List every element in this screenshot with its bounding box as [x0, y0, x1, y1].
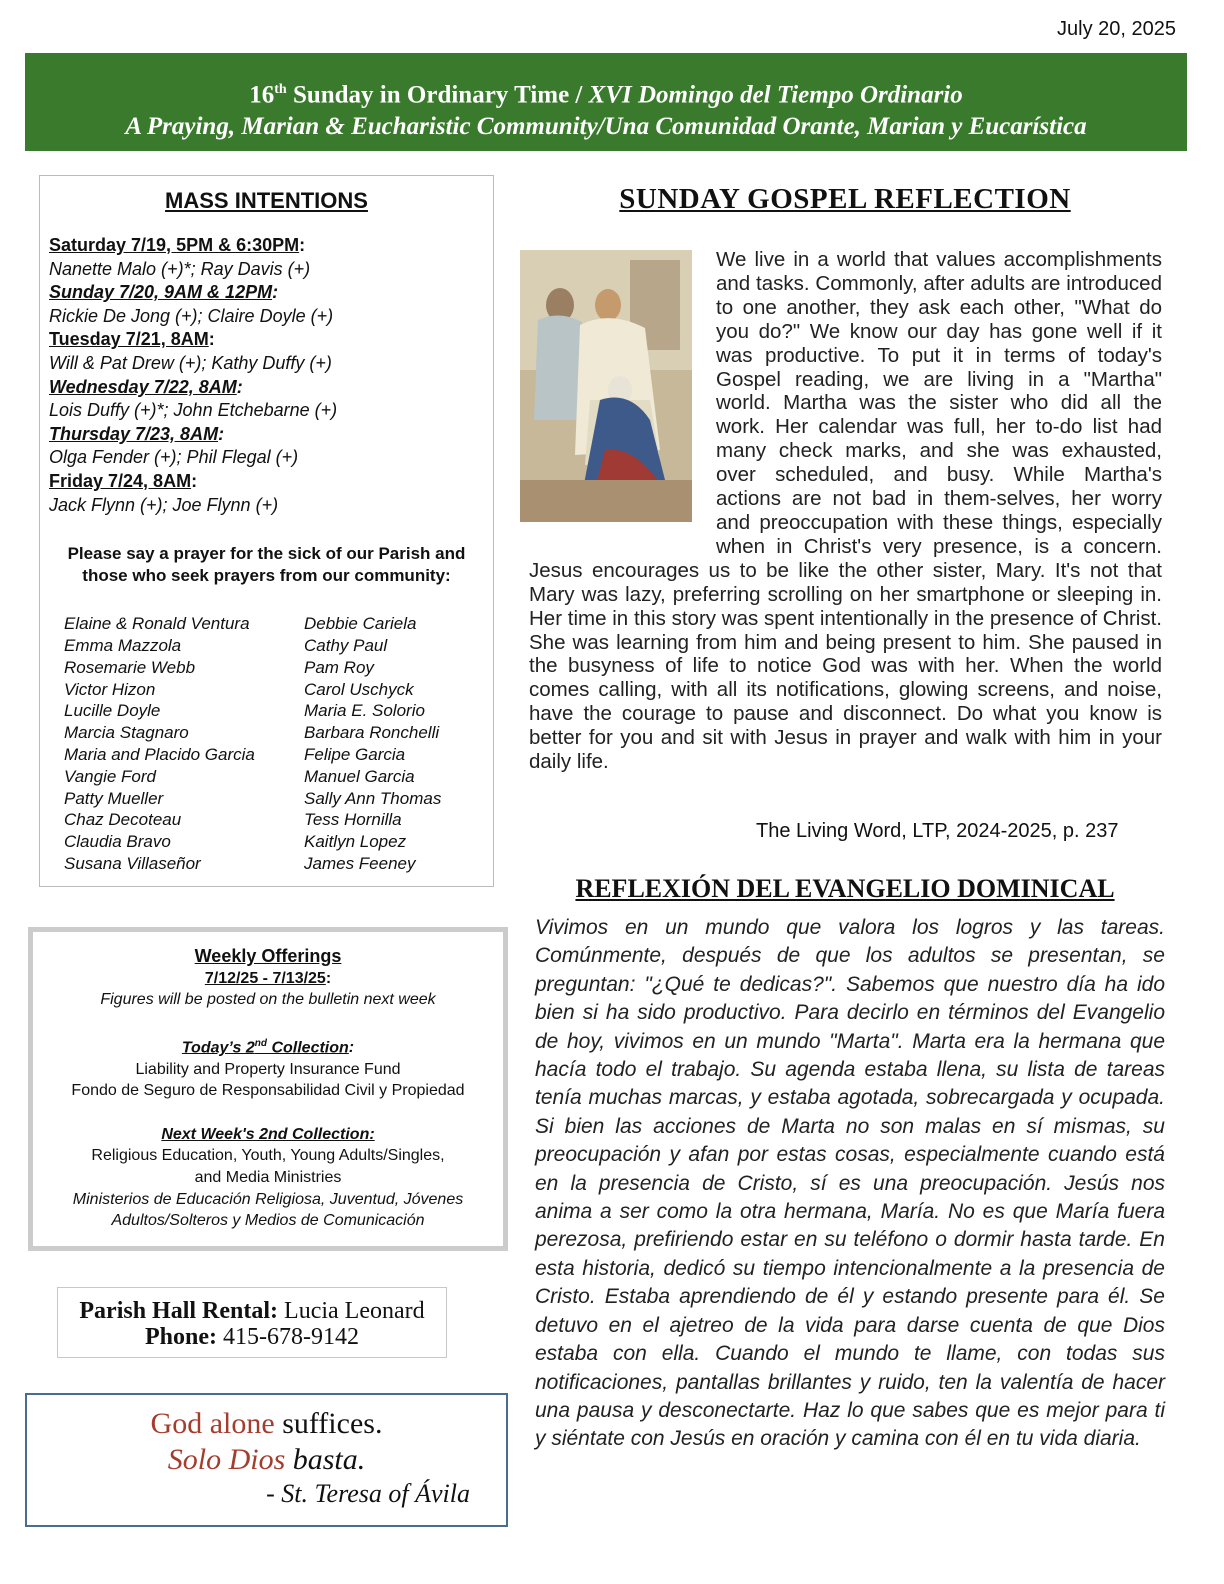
list-item: Sally Ann Thomas [304, 788, 442, 808]
list-item: Lucille Doyle [64, 701, 161, 721]
mass-entry: Friday 7/24, 8AM: Jack Flynn (+); Joe Flynn (+) [49, 470, 279, 515]
next-collection-heading: Next Week's 2nd Collection: [161, 1125, 375, 1143]
list-item: Marcia Stagnaro [64, 723, 189, 743]
reflexion-title: REFLEXIÓN DEL EVANGELIO DOMINICAL [575, 874, 1115, 903]
banner-title: 16th Sunday in Ordinary Time / XVI Domingo del Tiempo Ordinario [249, 81, 963, 109]
second-collection-heading: Today’s 2nd Collection: [181, 1037, 355, 1057]
list-item: James Feeney [304, 853, 416, 873]
mass-entry: Wednesday 7/22, 8AM: Lois Duffy (+)*; John Etchebarne (+) [49, 376, 338, 421]
parish-hall-rental [57, 1287, 447, 1358]
offerings-dates: 7/12/25 - 7/13/25: [204, 969, 332, 987]
sick-list-col2 [304, 613, 441, 875]
list-item: Victor Hizon [64, 679, 156, 699]
mass-entry: Thursday 7/23, 8AM: Olga Fender (+); Phil Flegal (+) [49, 423, 299, 468]
mass-intentions-list [49, 234, 493, 517]
quote-box [25, 1393, 508, 1527]
prayer-request-heading: Please say a prayer for the sick of our Parish and those who seek prayers from our community: [67, 544, 466, 586]
list-item: Elaine & Ronald Ventura [64, 614, 250, 634]
list-item: Susana Villaseñor [64, 853, 201, 873]
list-item: Emma Mazzola [64, 635, 182, 655]
list-item: Barbara Ronchelli [304, 723, 440, 743]
header-banner [25, 53, 1187, 151]
offerings-note: Figures will be posted on the bulletin next week [100, 991, 436, 1009]
mass-entry: Sunday 7/20, 9AM & 12PM: Rickie De Jong (+); Claire Doyle (+) [49, 282, 334, 326]
hall-contact: Parish Hall Rental: Lucia Leonard [79, 1298, 425, 1324]
hall-phone: Phone: 415-678-9142 [145, 1324, 359, 1350]
list-item: Vangie Ford [64, 766, 156, 786]
next-collection-en: Religious Education, Youth, Young Adults/Singles, and Media Ministries [91, 1147, 445, 1187]
mass-intentions-title: MASS INTENTIONS [165, 188, 368, 213]
sick-list-col1 [64, 613, 255, 875]
gospel-citation: The Living Word, LTP, 2024-2025, p. 237 [756, 820, 1119, 842]
list-item: Cathy Paul [304, 635, 388, 655]
banner-subtitle: A Praying, Marian & Eucharistic Community/Una Comunidad Orante, Marian y Eucarística [125, 113, 1087, 141]
list-item: Rosemarie Webb [64, 657, 196, 677]
gospel-reflection-title: SUNDAY GOSPEL REFLECTION [619, 183, 1071, 215]
list-item: Patty Mueller [64, 788, 164, 808]
quote-author: - St. Teresa of Ávila [266, 1479, 470, 1508]
next-collection-es: Ministerios de Educación Religiosa, Juventud, Jóvenes Adultos/Solteros y Medios de Comunicación [72, 1190, 464, 1230]
second-collection-en: Liability and Property Insurance Fund [135, 1060, 401, 1078]
list-item: Maria and Placido Garcia [64, 744, 255, 764]
reflexion-body: Vivimos en un mundo que valora los logros y las tareas. Comúnmente, después de que los adultos se presentan, se preguntan: "¿Qué te dedicas?". Sabemos que nuestro día ha ido bien si ha sido productivo. Para decirlo en términos del Evangelio de hoy, vivimos en un mundo "Marta". Marta era la hermana que hacía todo el trabajo. Su agenda estaba llena, su lista de tareas tenía muchas marcas, y estaba agotada, sobrecargada y ocupada. Si bien las acciones de Marta no son malas en sí mismas, su preocupación y afan por estas cosas, especialmente cuando está en la presencia de Cristo, sí es una preocupación. Jesús nos anima a ser como la otra hermana, María. No es que María fuera perezosa, prefiriendo estar en su teléfono o dormir hasta tarde. En esta historia, dedicó su tiempo intencionalmente a la presencia de Cristo. Estaba aprendiendo de él y estando presente para él. Se detuvo en el ajetreo de la vida para darse cuenta de que Dios estaba con ella. Cuando el mundo te llame, con todas sus notificaciones, pantallas brillantes y ruido, ten la valentía de hacer una pausa y desconectarte. Haz lo que sabes que es mejor para ti y siéntate con Jesús en oración y camina con él en tu vida diaria. [535, 916, 1165, 1451]
list-item: Debbie Cariela [304, 614, 417, 634]
gospel-reflection-body: We live in a world that values accomplishments and tasks. Commonly, after adults are introduced to one another, they ask each other, "What do you do?" We know our day has gone well if it was productive. To put it in terms of today's Gospel reading, we are living in a "Martha" world. Martha was the sister who did all the work. Her calendar was full, her to-do list had many check marks, and she was exhausted, over scheduled, and busy. While Martha's actions are not bad in them-selves, her worry and preoccupation with these things, especially when in Christ's very presence, is a concern. Jesus encourages us to be like the other sister, Mary. It's not that Mary was lazy, preferring scrolling on her smartphone or sleeping in. Her time in this story was spent intentionally in the presence of Christ. She was learning from him and being present to him. She paused in the busyness of life to notice God was with her. When the world comes calling, with all its notifications, glowing screens, and noise, have the courage to pause and disconnect. Do what you know is better for you and sit with Jesus in prayer and walk with him in your daily life. [529, 248, 1162, 774]
list-item: Kaitlyn Lopez [304, 832, 407, 852]
list-item: Tess Hornilla [304, 810, 402, 830]
list-item: Carol Uschyck [304, 679, 414, 699]
list-item: Manuel Garcia [304, 766, 415, 786]
quote-spanish: Solo Dios basta. [167, 1443, 366, 1476]
offerings-heading: Weekly Offerings [194, 946, 342, 966]
mass-intentions-box [39, 175, 494, 887]
weekly-offerings-box [28, 927, 508, 1251]
mass-entry: Tuesday 7/21, 8AM: Will & Pat Drew (+); Kathy Duffy (+) [49, 329, 332, 373]
list-item: Maria E. Solorio [304, 701, 425, 721]
bulletin-date: July 20, 2025 [1057, 18, 1176, 40]
list-item: Claudia Bravo [64, 832, 171, 852]
list-item: Chaz Decoteau [64, 810, 182, 830]
quote-english: God alone suffices. [150, 1407, 383, 1440]
second-collection-es: Fondo de Seguro de Responsabilidad Civil y Propiedad [71, 1082, 465, 1100]
list-item: Pam Roy [304, 657, 374, 677]
mass-entry: Saturday 7/19, 5PM & 6:30PM: Nanette Malo (+)*; Ray Davis (+) [49, 235, 311, 279]
list-item: Felipe Garcia [304, 744, 406, 764]
